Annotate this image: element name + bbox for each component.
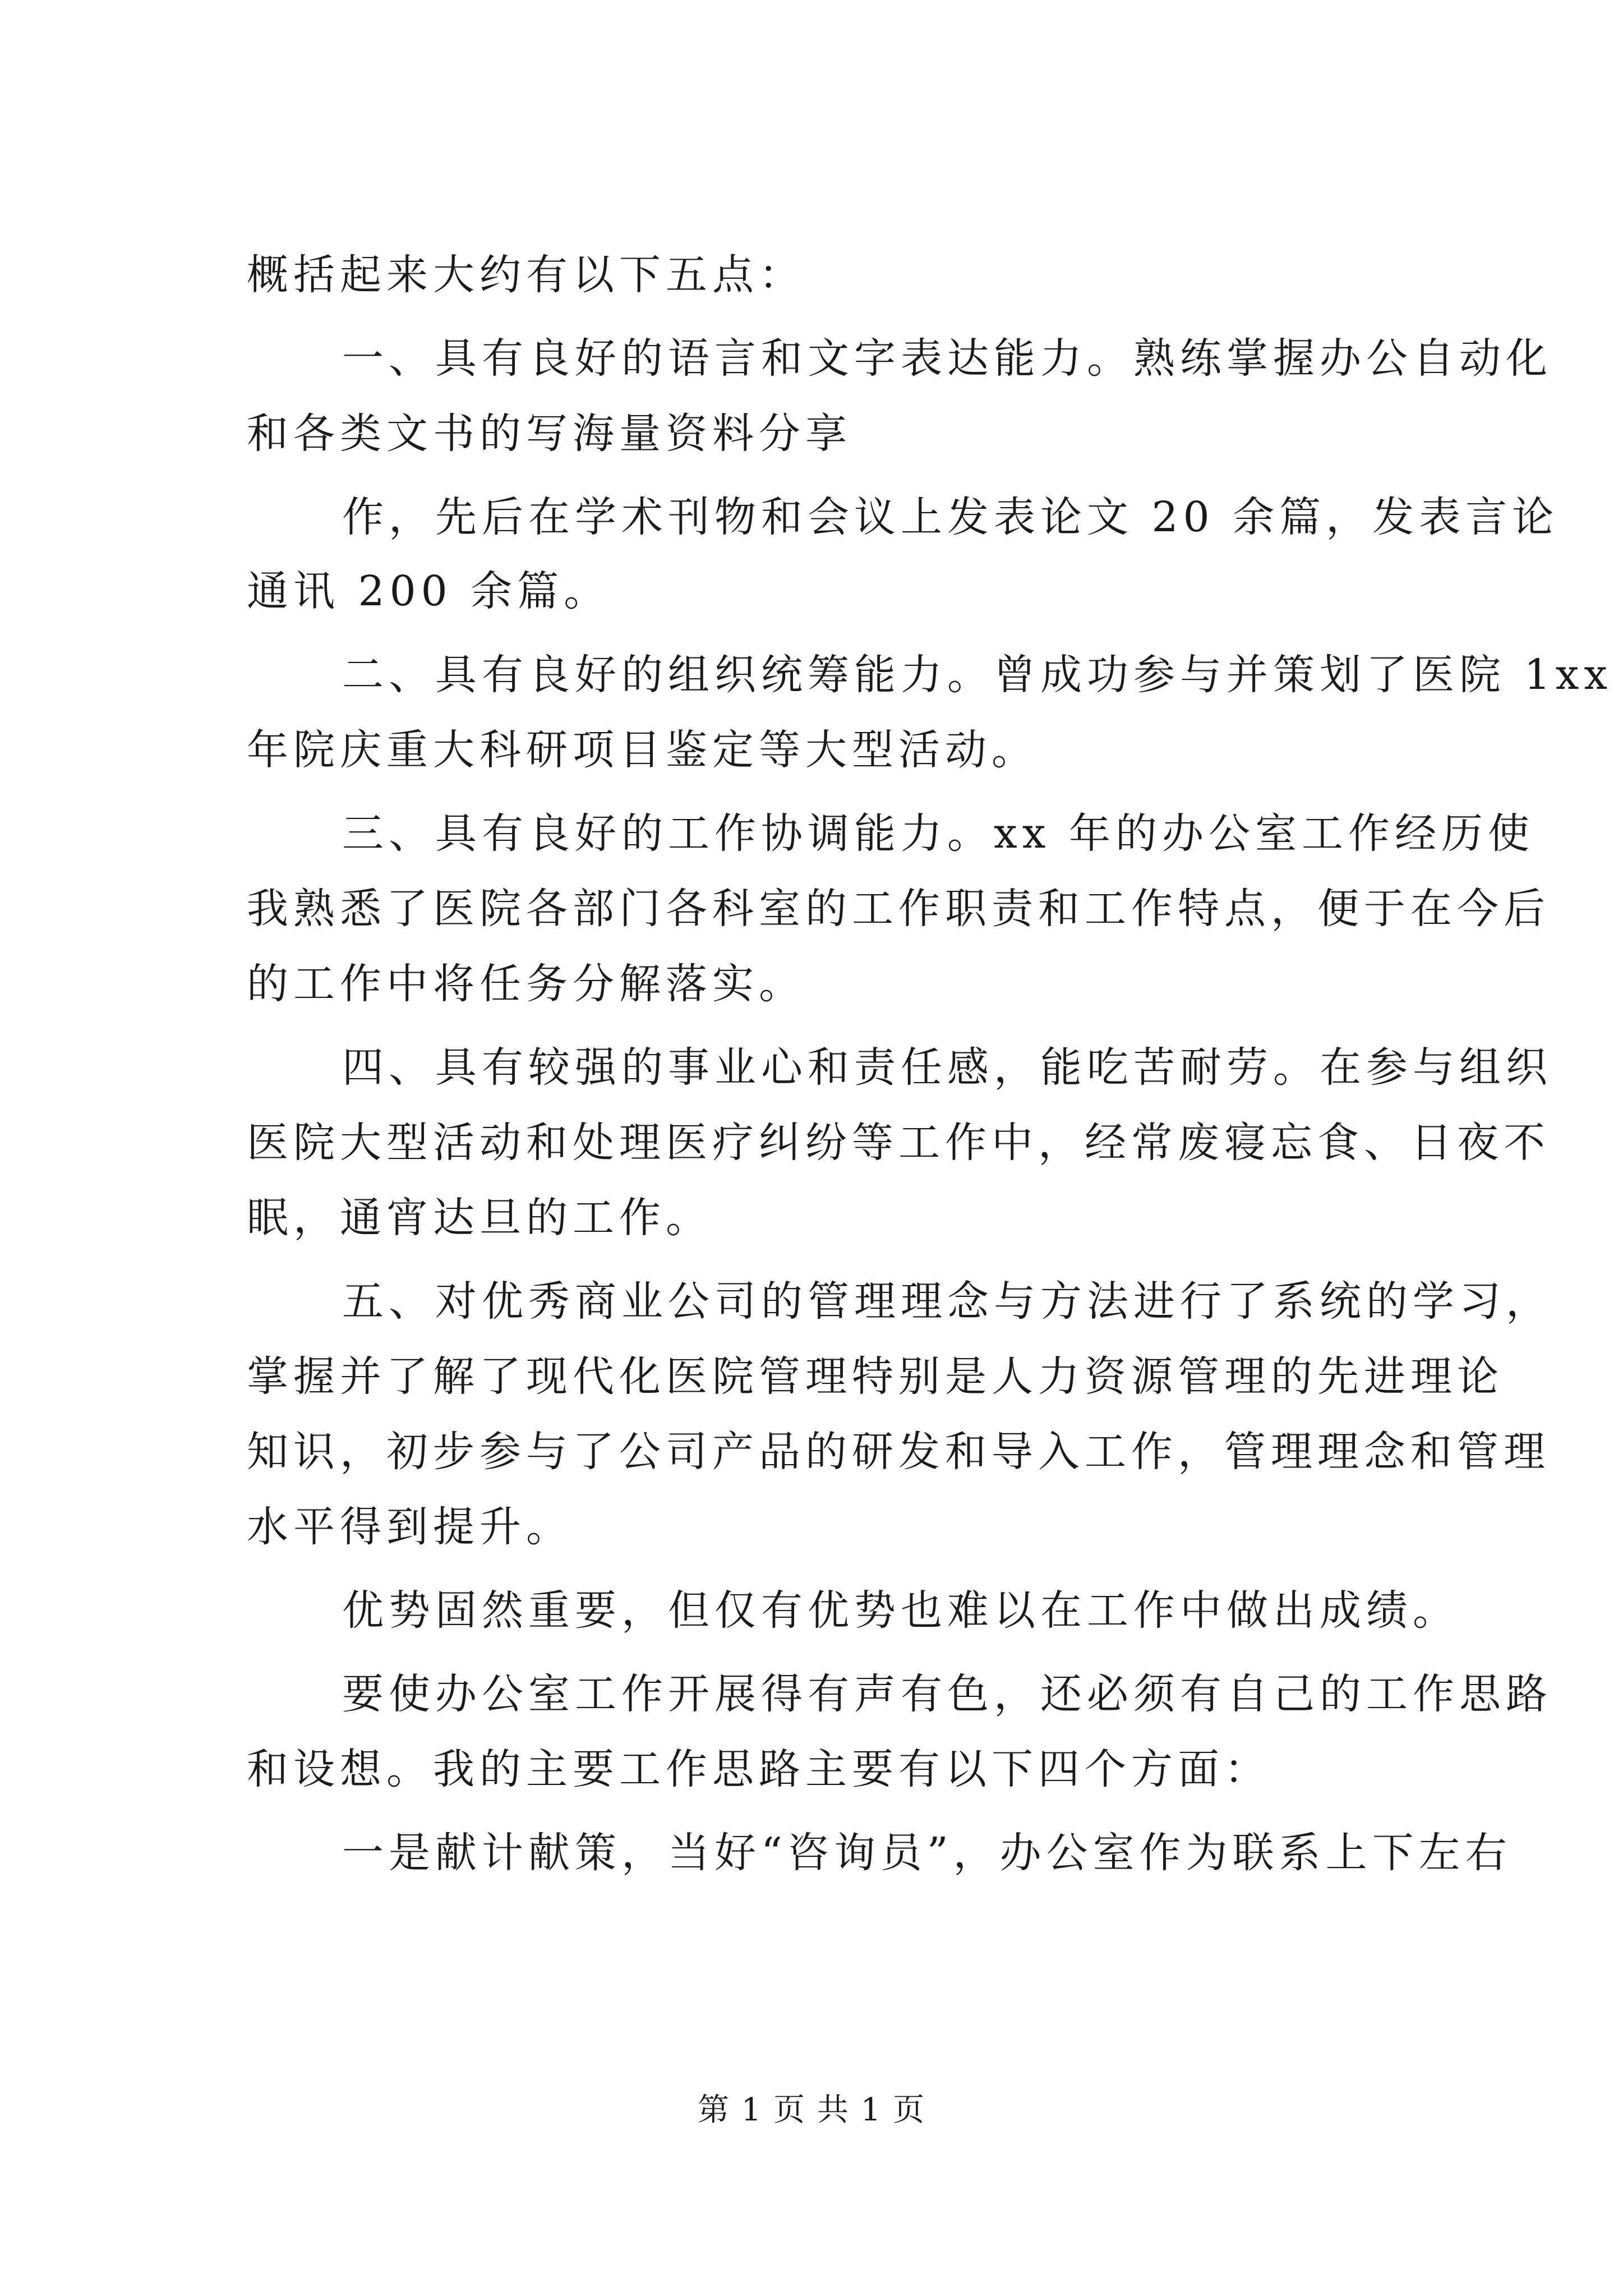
text-line: 三、具有良好的工作协调能力。xx 年的办公室工作经历使	[342, 809, 1534, 858]
text-line: 水平得到提升。	[247, 1503, 573, 1551]
text-line: 要使办公室工作开展得有声有色，还必须有自己的工作思路	[342, 1670, 1552, 1718]
text-line: 我熟悉了医院各部门各科室的工作职责和工作特点，便于在今后	[247, 885, 1550, 933]
text-line: 四、具有较强的事业心和责任感，能吃苦耐劳。在参与组织	[342, 1043, 1552, 1092]
text-line: 和各类文书的写海量资料分享	[247, 409, 852, 458]
text-line: 和设想。我的主要工作思路主要有以下四个方面：	[247, 1745, 1271, 1793]
text-line: 作，先后在学术刊物和会议上发表论文 20 余篇，发表言论	[342, 493, 1559, 541]
text-line: 年院庆重大科研项目鉴定等大型活动。	[247, 726, 1038, 774]
text-line: 通讯 200 余篇。	[247, 567, 611, 615]
text-line: 知识，初步参与了公司产品的研发和导入工作，管理理念和管理	[247, 1428, 1550, 1476]
text-line: 的工作中将任务分解落实。	[247, 960, 805, 1008]
text-line: 概括起来大约有以下五点：	[247, 251, 805, 299]
text-line: 掌握并了解了现代化医院管理特别是人力资源管理的先进理论	[247, 1352, 1504, 1401]
page-number-footer: 第 1 页 共 1 页	[697, 2092, 926, 2128]
text-line: 医院大型活动和处理医疗纠纷等工作中，经常废寝忘食、日夜不	[247, 1119, 1550, 1167]
text-line: 二、具有良好的组织统筹能力。曾成功参与并策划了医院 1xx	[342, 651, 1613, 699]
text-line: 一是献计献策，当好“咨询员”，办公室作为联系上下左右	[342, 1829, 1512, 1877]
text-line: 优势固然重要，但仅有优势也难以在工作中做出成绩。	[342, 1586, 1459, 1635]
text-line: 眠，通宵达旦的工作。	[247, 1194, 712, 1242]
text-line: 一、具有良好的语言和文字表达能力。熟练掌握办公自动化	[342, 334, 1552, 383]
text-line: 五、对优秀商业公司的管理理念与方法进行了系统的学习，	[342, 1277, 1552, 1326]
